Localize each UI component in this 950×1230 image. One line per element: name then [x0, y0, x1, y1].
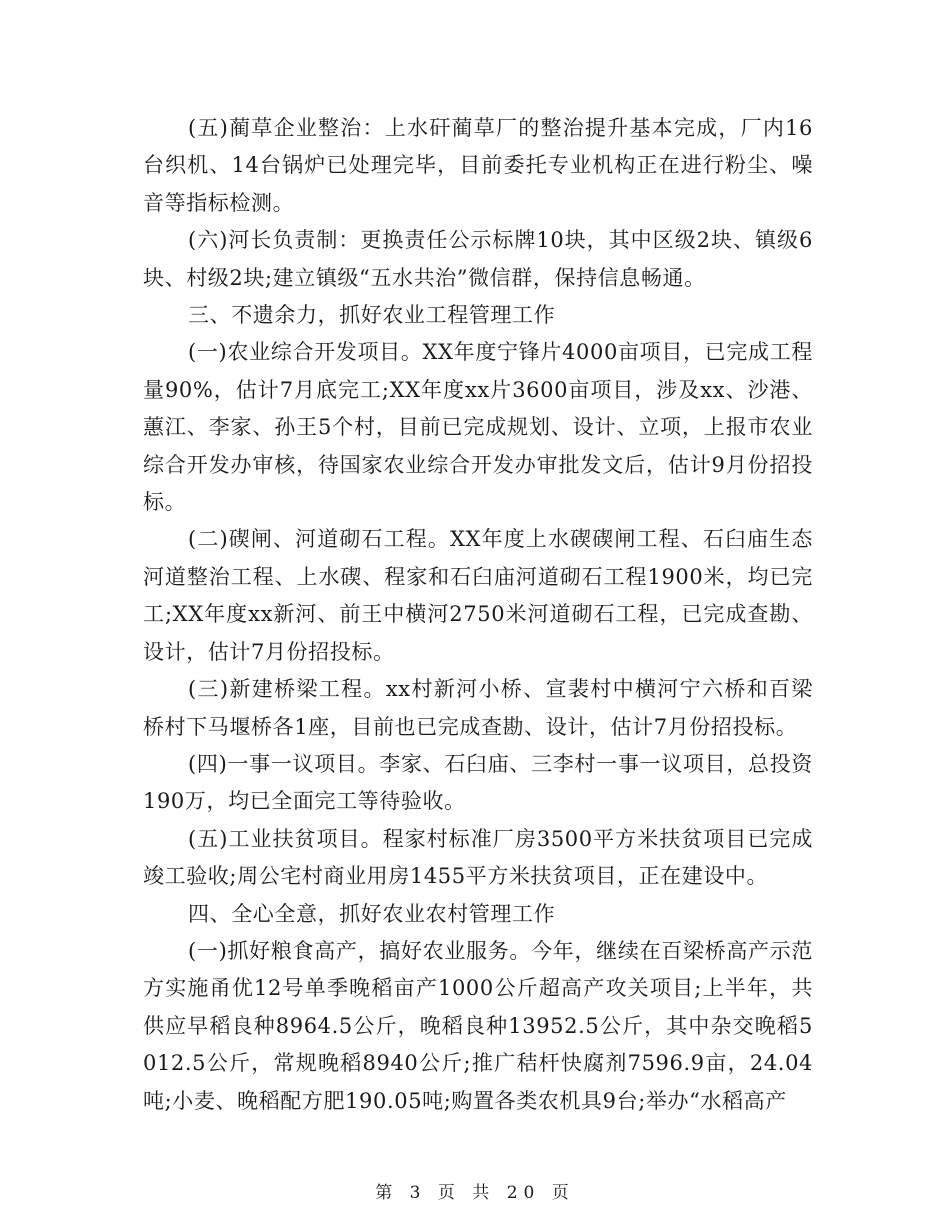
paragraph: (一)农业综合开发项目。XX年度宁锋片4000亩项目，已完成工程量90%，估计7月底完工;XX年度xx片3600亩项目，涉及xx、沙港、蕙江、李家、孙王5个村，目前已完成规划、设计、立项，上报市农业综合开发办审核，待国家农业综合开发办审批发文后，估计9月份招投标。 [143, 340, 813, 515]
paragraph: (三)新建桥梁工程。xx村新河小桥、宣裴村中横河宁六桥和百梁桥村下马堰桥各1座，目前也已完成查勘、设计，估计7月份招投标。 [143, 677, 813, 739]
section-heading: 四、全心全意，抓好农业农村管理工作 [188, 901, 556, 926]
page-number-footer: 第 3 页 共 20 页 [375, 1183, 575, 1203]
document-body [143, 110, 813, 1120]
paragraph: (二)碶闸、河道砌石工程。XX年度上水碶碶闸工程、石臼庙生态河道整治工程、上水碶、程家和石臼庙河道砌石工程1900米，均已完工;XX年度xx新河、前王中横河2750米河道砌石工程，已完成查勘、设计，估计7月份招投标。 [143, 527, 813, 664]
section-heading: 三、不遗余力，抓好农业工程管理工作 [188, 303, 556, 328]
paragraph: (四)一事一议项目。李家、石臼庙、三李村一事一议项目，总投资190万，均已全面完工等待验收。 [143, 751, 813, 814]
paragraph: (一)抓好粮食高产，搞好农业服务。今年，继续在百梁桥高产示范方实施甬优12号单季晚稻亩产1000公斤超高产攻关项目;上半年，共供应早稻良种8964.5公斤，晚稻良种13952.5公斤，其中杂交晚稻5012.5公斤，常规晚稻8940公斤;推广秸杆快腐剂7596.9亩，24.04吨;小麦、晚稻配方肥190.05吨;购置各类农机具9台;举办“水稻高产 [143, 938, 813, 1113]
paragraph: (六)河长负责制：更换责任公示标牌10块，其中区级2块、镇级6块、村级2块;建立镇级“五水共治”微信群，保持信息畅通。 [143, 228, 813, 290]
paragraph: (五)蔺草企业整治：上水矸蔺草厂的整治提升基本完成，厂内16台织机、14台锅炉已处理完毕，目前委托专业机构正在进行粉尘、噪音等指标检测。 [143, 116, 813, 215]
paragraph: (五)工业扶贫项目。程家村标准厂房3500平方米扶贫项目已完成竣工验收;周公宅村商业用房1455平方米扶贫项目，正在建设中。 [143, 826, 813, 889]
